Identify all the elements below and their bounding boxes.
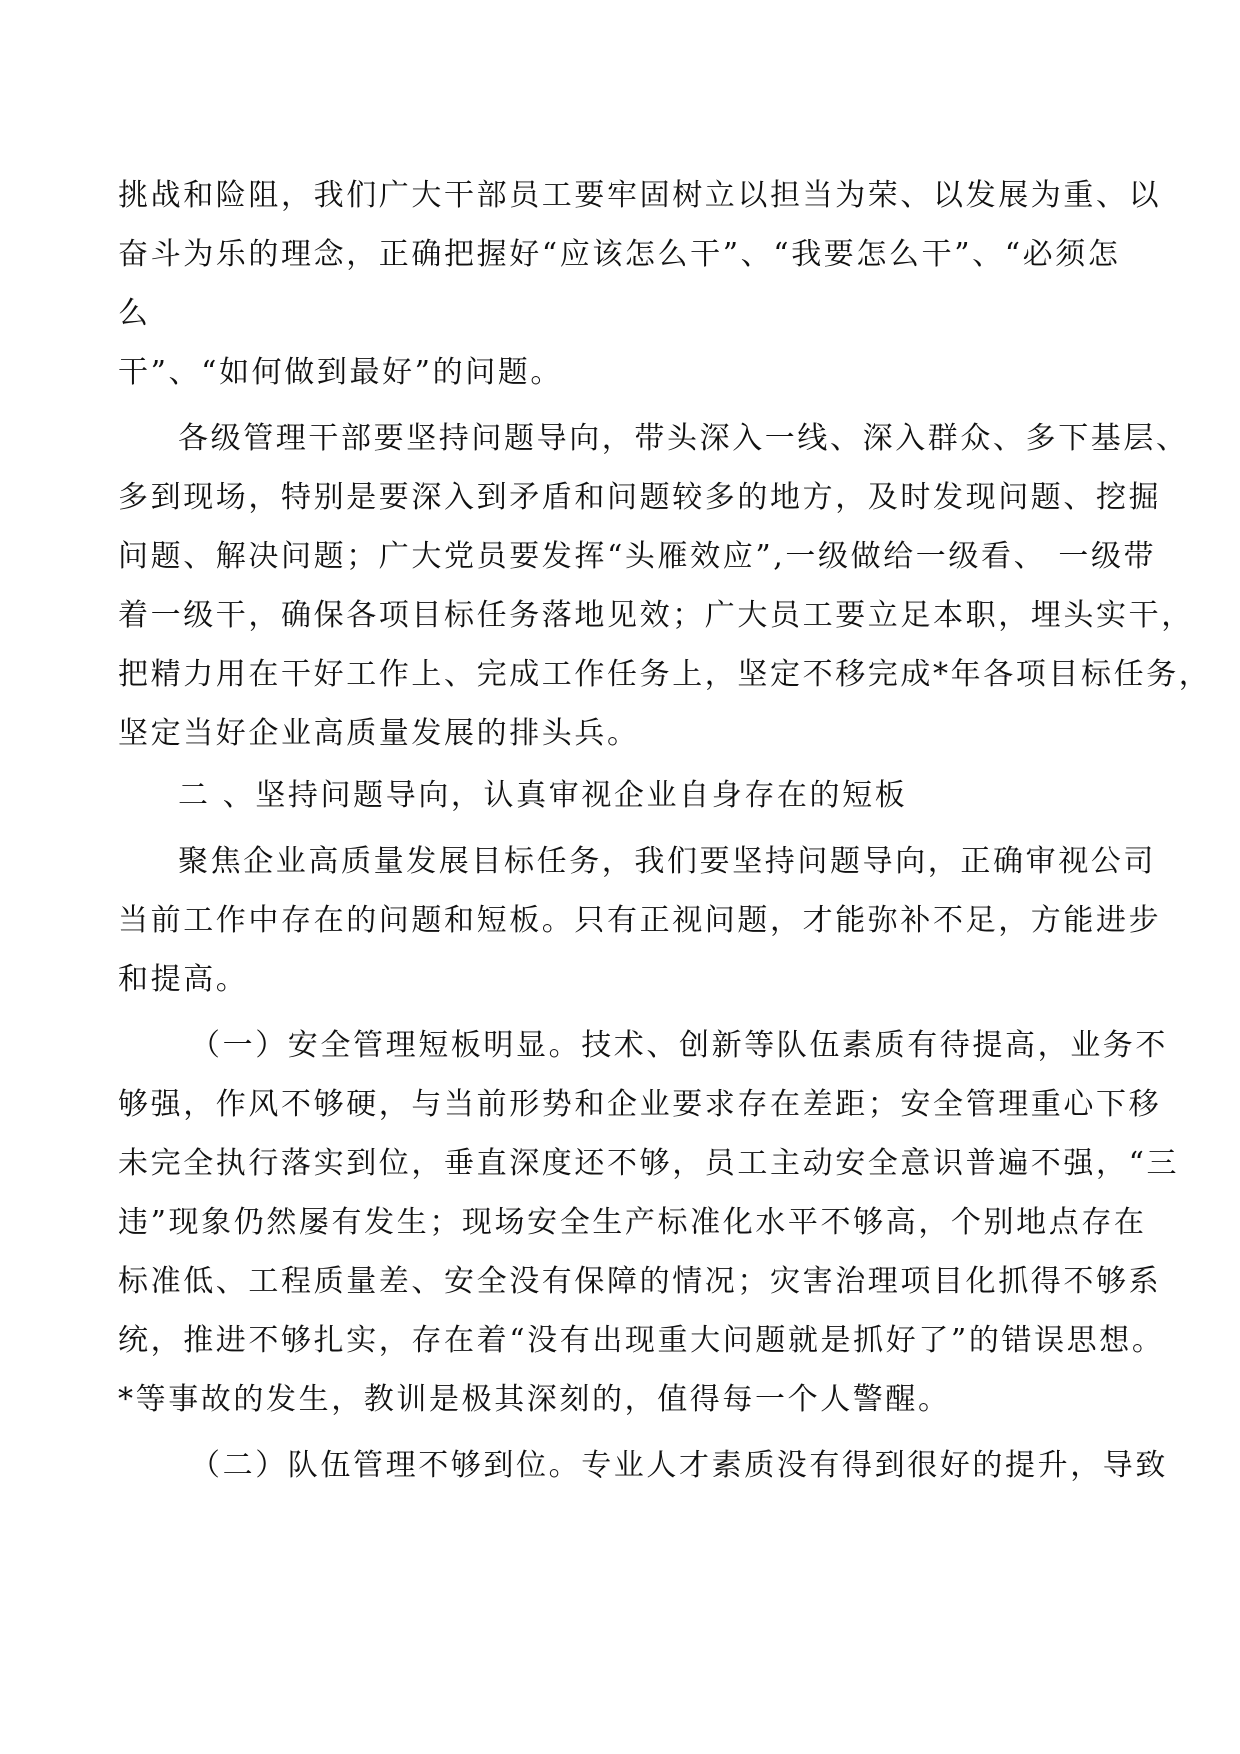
- text-line: 违”现象仍然屡有发生；现场安全生产标准化水平不够高，个别地点存在: [118, 1205, 1147, 1240]
- text-line: 把精力用在干好工作上、完成工作任务上，坚定不移完成*年各项目标任务，: [118, 657, 1212, 692]
- text-line: 问题、解决问题；广大党员要发挥“头雁效应”,一级做给一级看、 一级带: [118, 539, 1157, 574]
- text-line: 干”、“如何做到最好”的问题。: [118, 355, 564, 390]
- text-line: 坚定当好企业高质量发展的排头兵。: [118, 716, 640, 751]
- paragraph-start-line: 聚焦企业高质量发展目标任务，我们要坚持问题导向，正确审视公司: [178, 844, 1156, 879]
- text-line: 多到现场，特别是要深入到矛盾和问题较多的地方，及时发现问题、挖掘: [118, 480, 1162, 515]
- section-heading: 二 、坚持问题导向，认真审视企业自身存在的短板: [178, 778, 908, 813]
- text-line: *等事故的发生，教训是极其深刻的，值得每一个人警醒。: [118, 1382, 951, 1417]
- subsection-line: （一）安全管理短板明显。技术、创新等队伍素质有待提高，业务不: [190, 1028, 1168, 1063]
- subsection-line: （二）队伍管理不够到位。专业人才素质没有得到很好的提升，导致: [190, 1448, 1168, 1483]
- text-line: 和提高。: [118, 962, 249, 997]
- text-line: 奋斗为乐的理念，正确把握好“应该怎么干”、“我要怎么干”、“必须怎: [118, 237, 1121, 272]
- text-line: 统，推进不够扎实，存在着“没有出现重大问题就是抓好了”的错误思想。: [118, 1323, 1165, 1358]
- text-line: 未完全执行落实到位，垂直深度还不够，员工主动安全意识普遍不强，“三: [118, 1146, 1180, 1181]
- text-line: 挑战和险阻，我们广大干部员工要牢固树立以担当为荣、以发展为重、以: [118, 178, 1162, 213]
- text-line: 么: [118, 296, 151, 331]
- text-line: 够强，作风不够硬，与当前形势和企业要求存在差距；安全管理重心下移: [118, 1087, 1162, 1122]
- text-line: 标准低、工程质量差、安全没有保障的情况；灾害治理项目化抓得不够系: [118, 1264, 1162, 1299]
- text-line: 当前工作中存在的问题和短板。只有正视问题，才能弥补不足，方能进步: [118, 903, 1162, 938]
- text-line: 着一级干，确保各项目标任务落地见效；广大员工要立足本职，埋头实干，: [118, 598, 1194, 633]
- paragraph-start-line: 各级管理干部要坚持问题导向，带头深入一线、深入群众、多下基层、: [178, 421, 1189, 456]
